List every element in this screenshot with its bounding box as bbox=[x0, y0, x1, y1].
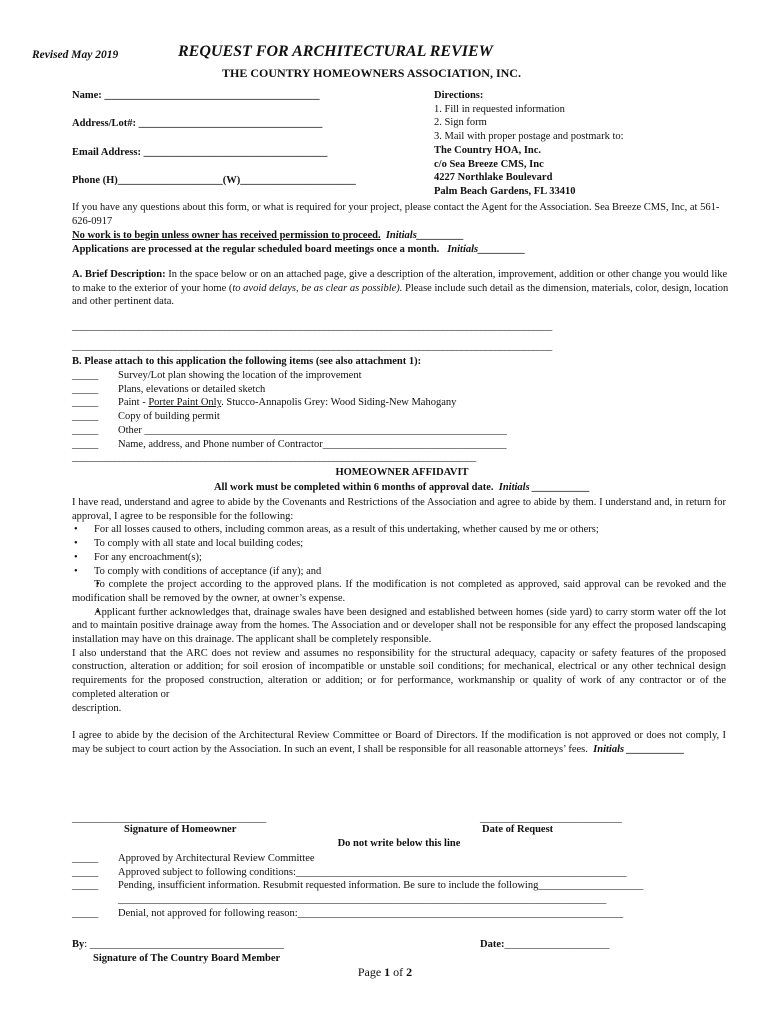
direction-step-2: 2. Sign form bbox=[434, 117, 487, 129]
no-work-initials[interactable]: Initials_________ bbox=[385, 230, 465, 241]
checklist-blank[interactable]: _____ bbox=[72, 411, 99, 423]
checklist-item bbox=[72, 396, 732, 410]
responsibility-item: • For any encroachment(s); bbox=[72, 551, 726, 565]
completion-initials[interactable]: Initials ___________ bbox=[498, 482, 591, 493]
section-b-heading: B. Please attach to this application the following items (see also attachment 1): bbox=[72, 356, 422, 367]
office-row bbox=[72, 879, 732, 893]
responsibility-item: • To comply with all state and local building codes; bbox=[72, 537, 726, 551]
checklist-label-paint bbox=[118, 396, 456, 410]
board-date-row bbox=[480, 938, 610, 952]
mailing-address-line-4: Palm Beach Gardens, FL 33410 bbox=[434, 185, 576, 197]
section-a-italic-note: to avoid delays, be as clear as possible). bbox=[232, 282, 403, 294]
checklist-blank[interactable]: _____ bbox=[72, 424, 99, 436]
conditions-label: Approved subject to following conditions:_______________________________________________________________ bbox=[118, 866, 627, 878]
checklist-blank[interactable]: _____ bbox=[72, 438, 99, 450]
description-line-1[interactable]: _____________________________________________________________________________________________________ bbox=[72, 321, 552, 332]
no-work-notice bbox=[72, 229, 464, 243]
phone-field[interactable]: Phone (H)____________________(W)______________________ bbox=[72, 175, 356, 186]
office-use-heading: Do not write below this line bbox=[337, 838, 461, 849]
section-a-text-2: Please include such detail as the dimension, materials, color, design, location and other pertinent data. bbox=[72, 282, 729, 308]
checklist-trailing-line[interactable]: _____________________________________________________________________________________ bbox=[72, 452, 476, 464]
approved-label: Approved by Architectural Review Committee bbox=[118, 853, 315, 864]
pending-extra-line[interactable]: _____________________________________________________________________________________________ bbox=[118, 894, 607, 906]
mailing-address-line-2: c/o Sea Breeze CMS, Inc bbox=[434, 158, 544, 170]
paint-prefix: Paint - bbox=[118, 397, 149, 409]
name-field[interactable]: Name: _________________________________________ bbox=[72, 90, 320, 101]
section-a-text: In the space below or on an attached page, give a description of the alteration, improvement, addition or other change you would like to make to the exterior of your home ( bbox=[72, 269, 728, 294]
checklist-label: Plans, elevations or detailed sketch bbox=[118, 383, 266, 395]
affidavit-body bbox=[72, 496, 726, 757]
board-signature-label: Signature of The Country Board Member bbox=[93, 953, 281, 964]
questions-text: If you have any questions about this form, or what is required for your project, please contact the Agent for the Association. Sea Breeze CMS, Inc, at 561-626-0917 bbox=[72, 202, 720, 227]
arc-disclaimer-tail: description. bbox=[72, 702, 122, 714]
form-subtitle: THE COUNTRY HOMEOWNERS ASSOCIATION, INC. bbox=[222, 66, 521, 80]
form-title: REQUEST FOR ARCHITECTURAL REVIEW bbox=[178, 43, 493, 60]
request-date-label: Date of Request bbox=[482, 824, 554, 835]
responsibility-item: • To comply with conditions of acceptance (if any); and bbox=[72, 565, 726, 579]
office-blank[interactable]: _____ bbox=[72, 853, 99, 864]
directions-heading: Directions: bbox=[434, 90, 484, 101]
checklist-item bbox=[72, 410, 732, 424]
office-row bbox=[72, 852, 732, 866]
checklist-blank[interactable]: _____ bbox=[72, 397, 99, 409]
affidavit-heading: HOMEOWNER AFFIDAVIT bbox=[335, 467, 469, 478]
address-field[interactable]: Address/Lot#: ___________________________________ bbox=[72, 118, 323, 129]
office-row bbox=[72, 866, 732, 880]
page-total: 2 bbox=[406, 965, 413, 979]
paint-link[interactable]: Porter Paint Only bbox=[148, 397, 222, 409]
request-date-line[interactable]: ___________________________ bbox=[480, 813, 622, 824]
section-a-description bbox=[72, 268, 732, 309]
office-row bbox=[72, 907, 732, 921]
section-a-label: A. Brief Description: bbox=[72, 269, 166, 280]
processing-initials[interactable]: Initials_________ bbox=[447, 244, 526, 255]
checklist-item bbox=[72, 438, 732, 452]
checklist-item bbox=[72, 424, 732, 438]
responsibility-list bbox=[72, 523, 726, 646]
page-number bbox=[0, 966, 770, 980]
checklist-label: Copy of building permit bbox=[118, 411, 220, 423]
processing-notice bbox=[72, 243, 525, 257]
completion-text: All work must be completed within 6 months of approval date. bbox=[213, 482, 494, 493]
by-line[interactable]: : _____________________________________ bbox=[84, 939, 285, 950]
office-row bbox=[72, 893, 732, 907]
arc-disclaimer: I also understand that the ARC does not review and assumes no responsibility for the structural adequacy, capacity or safety features of the proposed construction, alteration or addition; for soil erosion of incompatible or unstable soil conditions; for mechanical, electrical or any other technical design requirements for the proposed construction, alteration or addition; or for performance, workmanship or quality of work of any contractor or of the completed alteration or bbox=[72, 647, 726, 700]
mailing-address-line-1: The Country HOA, Inc. bbox=[434, 144, 542, 156]
by-label: By bbox=[72, 939, 85, 950]
abide-text: I agree to abide by the decision of the Architectural Review Committee or Board of Directors. If the modification is not approved or does not comply, I may be subject to court action by the Association. In such an event, I shall be responsible for all reasonable attorneys’ fees. bbox=[72, 730, 726, 755]
checklist-label: Name, address, and Phone number of Contractor___________________________________ bbox=[118, 438, 507, 450]
responsibility-item: • For all losses caused to others, including common areas, as a result of this undertaking, whether caused by me or others; bbox=[72, 523, 726, 537]
attachment-checklist bbox=[72, 369, 732, 465]
description-line-2[interactable]: _____________________________________________________________________________________________________ bbox=[72, 341, 552, 352]
page-current: 1 bbox=[384, 965, 391, 979]
page-of: of bbox=[390, 965, 407, 979]
revision-date: Revised May 2019 bbox=[32, 49, 119, 61]
responsibility-item: • Applicant further acknowledges that, drainage swales have been designed and established between homes (side yard) to carry storm water off the lot and to maintain positive drainage away from the homes. The Association and or developer shall not be responsible for any effect the proposed landscaping installation may have on this drainage. The applicant shall be completely responsible. bbox=[72, 606, 726, 647]
checklist-item bbox=[72, 369, 732, 383]
abide-initials[interactable]: Initials ___________ bbox=[593, 743, 685, 755]
no-work-text: No work is to begin unless owner has received permission to proceed. bbox=[72, 230, 381, 241]
abide-statement bbox=[72, 729, 726, 756]
office-blank[interactable]: _____ bbox=[72, 866, 99, 878]
office-blank[interactable]: _____ bbox=[72, 907, 99, 919]
paint-suffix: . Stucco-Annapolis Grey: Wood Siding-New Mahogany bbox=[221, 397, 457, 409]
directions-block bbox=[434, 89, 624, 199]
homeowner-signature-label: Signature of Homeowner bbox=[124, 824, 237, 835]
homeowner-signature-line[interactable]: _____________________________________ bbox=[72, 813, 267, 824]
processing-text: Applications are processed at the regular scheduled board meetings once a month. bbox=[72, 244, 440, 255]
responsibility-item: • To complete the project according to the approved plans. If the modification is not completed as approved, said approval can be revoked and the modification shall be removed by the owner, at owner’s expense. bbox=[72, 578, 726, 605]
checklist-blank[interactable]: _____ bbox=[72, 383, 99, 395]
pending-label: Pending, insufficient information. Resubmit requested information. Be sure to include the following____________________ bbox=[118, 880, 644, 892]
completion-notice bbox=[72, 481, 732, 495]
checklist-item bbox=[72, 383, 732, 397]
checklist-label: Survey/Lot plan showing the location of the improvement bbox=[118, 370, 362, 381]
mailing-address-line-3: 4227 Northlake Boulevard bbox=[434, 172, 553, 184]
email-field[interactable]: Email Address: ___________________________________ bbox=[72, 147, 328, 158]
board-date-label: Date: bbox=[480, 939, 505, 950]
checklist-label: Other _____________________________________________________________________ bbox=[118, 424, 507, 436]
direction-step-1: 1. Fill in requested information bbox=[434, 103, 565, 115]
denial-label: Denial, not approved for following reason:______________________________________________________________ bbox=[118, 907, 624, 919]
direction-step-3: 3. Mail with proper postage and postmark to: bbox=[434, 131, 624, 143]
board-date-line[interactable]: ____________________ bbox=[504, 939, 610, 950]
affidavit-intro: I have read, understand and agree to abide by the Covenants and Restrictions of the Association and agree to abide by them. I understand and, in return for approval, I agree to be responsible for the following: bbox=[72, 497, 726, 522]
checklist-blank[interactable]: _____ bbox=[72, 370, 99, 381]
office-blank[interactable]: _____ bbox=[72, 880, 99, 892]
page-prefix: Page bbox=[357, 965, 385, 979]
board-signature-row bbox=[72, 938, 284, 952]
office-use-block bbox=[72, 852, 732, 921]
